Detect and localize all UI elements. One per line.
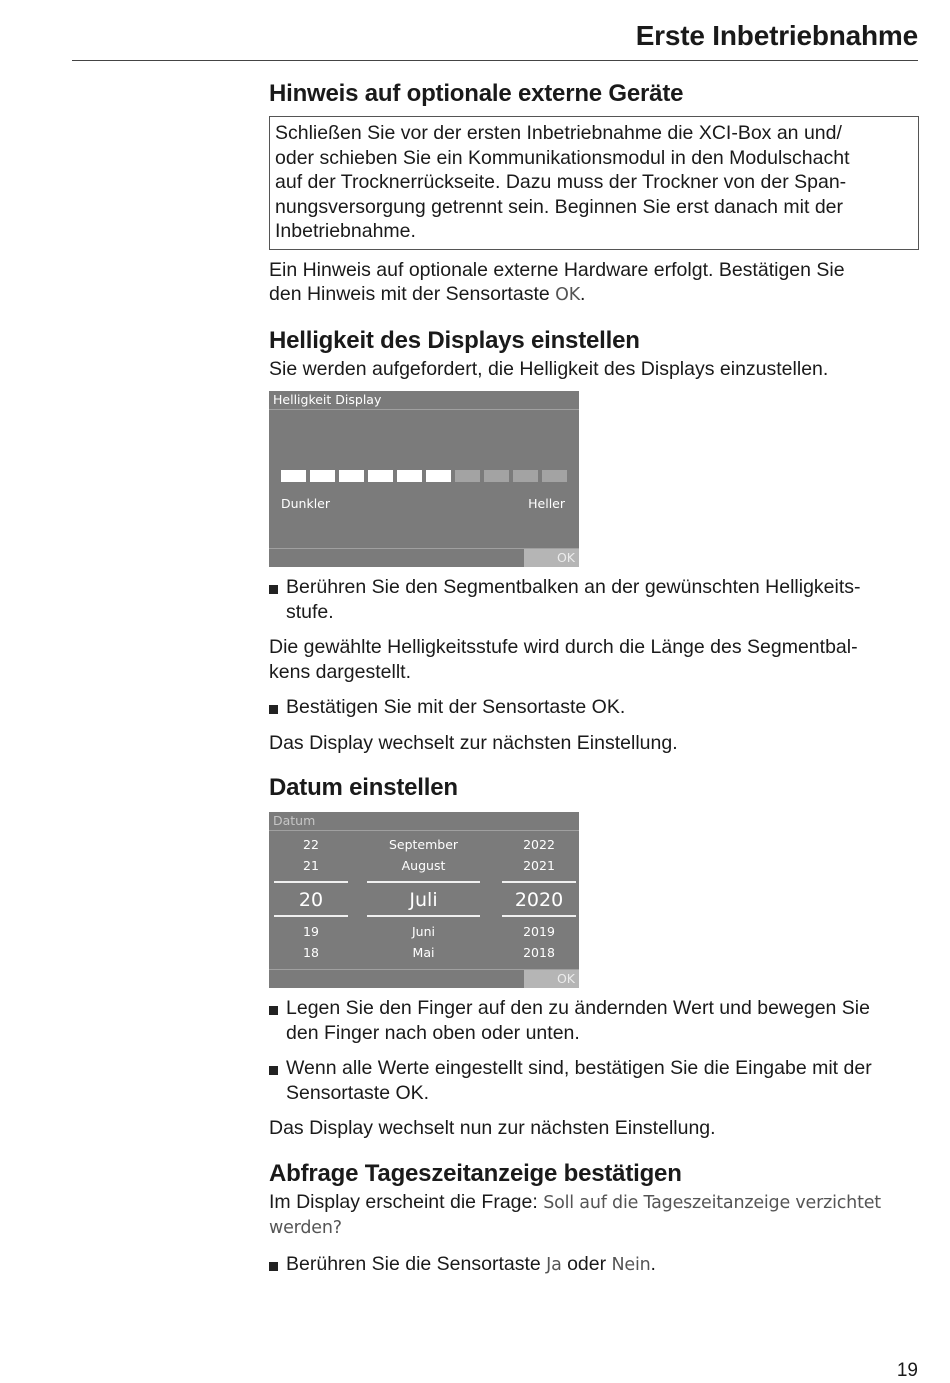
selection-line xyxy=(502,915,576,917)
selection-line xyxy=(367,881,480,883)
brightness-segment[interactable] xyxy=(426,470,451,482)
bullet-item xyxy=(269,695,919,720)
bullet-square-icon xyxy=(269,1056,286,1105)
display-question-text: werden? xyxy=(269,1218,342,1238)
month-selected: Juli xyxy=(409,889,438,911)
screen-title: Datum xyxy=(269,812,579,831)
bullet-square-icon xyxy=(269,575,286,624)
bullet-text: Bestätigen Sie mit der Sensortaste OK. xyxy=(286,696,626,718)
year-value: 2022 xyxy=(523,837,555,852)
brightness-segment[interactable] xyxy=(397,470,422,482)
main-content xyxy=(269,78,919,1277)
paragraph-display-question: Im Display erscheint die Frage: Soll auf die Tageszeitanzeige verzichtet werden? xyxy=(269,1190,881,1238)
ja-display-text: Ja xyxy=(546,1254,562,1275)
display-question-text: Soll auf die Tageszeitanzeige verzichtet xyxy=(543,1192,881,1213)
date-display-screen xyxy=(269,812,579,988)
bullet-item xyxy=(269,575,919,624)
nein-display-text: Nein xyxy=(611,1254,651,1275)
bullet-text: Berühren Sie die Sensortaste Ja oder Nein. xyxy=(286,1252,656,1275)
text-punct: . xyxy=(580,283,586,305)
year-selected: 2020 xyxy=(514,889,564,911)
text-line: Ein Hinweis auf optionale externe Hardware erfolgt. Bestätigen Sie xyxy=(269,258,845,281)
month-value: Mai xyxy=(412,945,435,960)
brightness-segment[interactable] xyxy=(455,470,480,482)
notice-box xyxy=(269,116,919,250)
bullet-text: Berühren Sie den Segmentbalken an der gewünschten Helligkeits- stufe. xyxy=(286,576,861,623)
year-value: 2019 xyxy=(523,924,555,939)
month-value: Juni xyxy=(411,924,435,939)
ok-button[interactable]: OK xyxy=(524,970,579,988)
bullet-square-icon xyxy=(269,996,286,1045)
brightness-display-screen xyxy=(269,391,579,567)
selection-line xyxy=(274,915,348,917)
bullet-text: Wenn alle Werte eingestellt sind, bestätigen Sie die Eingabe mit der Sensortaste OK. xyxy=(286,1057,872,1104)
day-picker-column[interactable] xyxy=(274,812,348,962)
section-heading-time-display: Abfrage Tageszeitanzeige bestätigen xyxy=(269,1159,682,1187)
bullet-item xyxy=(269,996,919,1045)
notice-line: oder schieben Sie ein Kommunikationsmodul in den Modulschacht xyxy=(275,146,850,169)
bullet-item xyxy=(269,1056,919,1105)
brightness-segment-bar[interactable] xyxy=(281,470,567,482)
paragraph-next-setting: Das Display wechselt nun zur nächsten Einstellung. xyxy=(269,1117,716,1139)
notice-line: Inbetriebnahme. xyxy=(275,220,416,242)
brightness-segment[interactable] xyxy=(310,470,335,482)
brightness-segment[interactable] xyxy=(513,470,538,482)
section-heading-brightness: Helligkeit des Displays einstellen xyxy=(269,326,640,354)
section-heading-external-devices: Hinweis auf optionale externe Geräte xyxy=(269,80,684,107)
day-value: 19 xyxy=(303,924,319,939)
year-value: 2018 xyxy=(523,945,555,960)
screen-title: Helligkeit Display xyxy=(269,391,579,410)
bullet-square-icon xyxy=(269,1252,286,1278)
paragraph-segment-length: Die gewählte Helligkeitsstufe wird durch die Länge des Segmentbal- kens dargestellt. xyxy=(269,636,858,683)
month-value: September xyxy=(388,837,459,852)
notice-line: auf der Trocknerrückseite. Dazu muss der Trockner von der Span- xyxy=(275,171,847,193)
notice-line: Schließen Sie vor der ersten Inbetriebnahme die XCI-Box an und/ xyxy=(275,122,842,144)
month-value: August xyxy=(401,858,446,873)
notice-line: nungsversorgung getrennt sein. Beginnen Sie erst danach mit der xyxy=(275,195,844,218)
bullet-item xyxy=(269,1252,919,1278)
day-value: 18 xyxy=(303,945,319,960)
day-value: 22 xyxy=(303,837,319,852)
brightness-segment[interactable] xyxy=(281,470,306,482)
paragraph-brightness-intro: Sie werden aufgefordert, die Helligkeit des Displays einzustellen. xyxy=(269,357,829,380)
paragraph-next-setting: Das Display wechselt zur nächsten Einstellung. xyxy=(269,731,678,754)
selection-line xyxy=(502,881,576,883)
brighter-label: Heller xyxy=(528,496,565,511)
section-heading-date: Datum einstellen xyxy=(269,774,458,801)
text-line: den Hinweis mit der Sensortaste xyxy=(269,283,556,305)
darker-label: Dunkler xyxy=(281,496,331,511)
ok-button[interactable]: OK xyxy=(524,549,579,567)
header-rule xyxy=(72,60,918,61)
brightness-segment[interactable] xyxy=(368,470,393,482)
selection-line xyxy=(367,915,480,917)
year-value: 2021 xyxy=(523,858,555,873)
brightness-segment[interactable] xyxy=(484,470,509,482)
year-picker-column[interactable] xyxy=(502,812,576,962)
day-value: 21 xyxy=(303,858,319,873)
bullet-square-icon xyxy=(269,695,286,720)
selection-line xyxy=(274,881,348,883)
month-picker-column[interactable] xyxy=(367,812,480,962)
paragraph-hardware-hint xyxy=(269,258,919,308)
day-selected: 20 xyxy=(298,889,324,911)
page-header-title: Erste Inbetriebnahme xyxy=(635,20,918,51)
bullet-text: Legen Sie den Finger auf den zu ändernden Wert und bewegen Sie den Finger nach oben oder unten. xyxy=(286,997,870,1044)
ok-display-text: OK xyxy=(555,285,580,305)
brightness-segment[interactable] xyxy=(339,470,364,482)
brightness-segment[interactable] xyxy=(542,470,567,482)
page-number: 19 xyxy=(896,1360,918,1381)
